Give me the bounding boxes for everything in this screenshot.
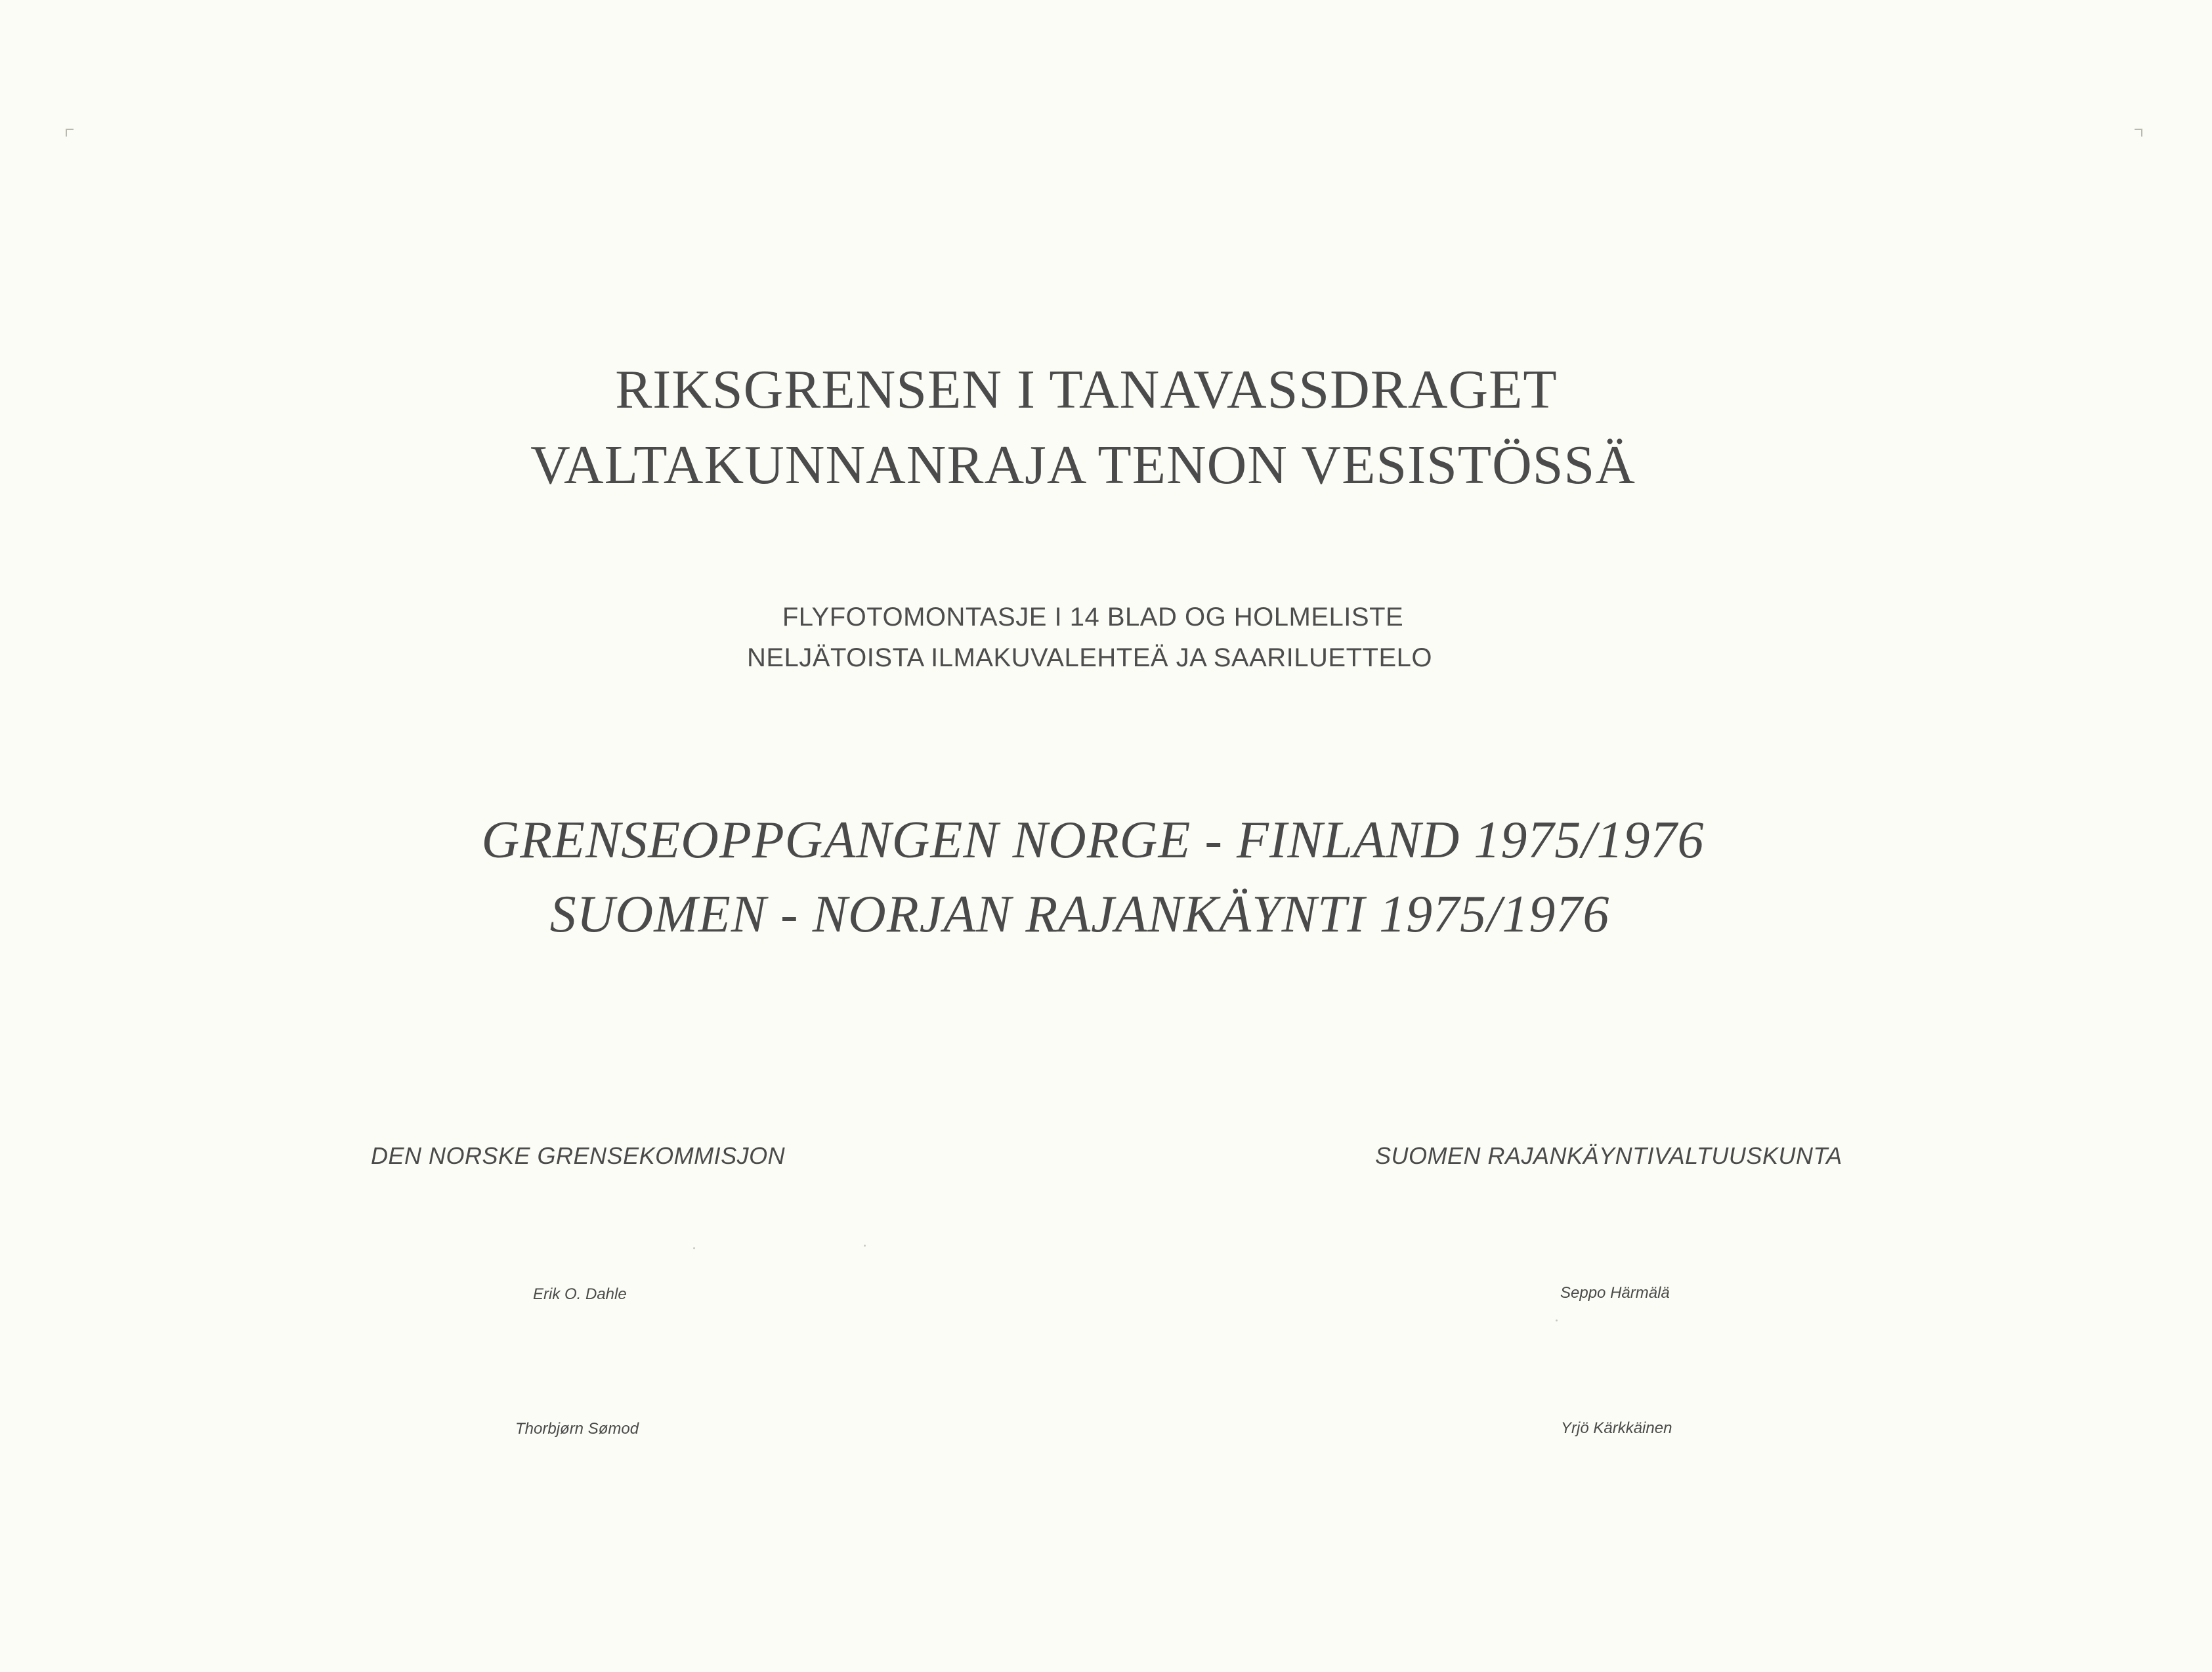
paper-speck xyxy=(693,1247,695,1249)
norwegian-signatory: Thorbjørn Sømod xyxy=(515,1420,639,1438)
heading-finnish: SUOMEN - NORJAN RAJANKÄYNTI 1975/1976 xyxy=(549,886,1610,943)
heading-norwegian: GRENSEOPPGANGEN NORGE - FINLAND 1975/1976 xyxy=(481,811,1705,869)
crop-mark-top-left xyxy=(66,129,74,137)
norwegian-commission-name: DEN NORSKE GRENSEKOMMISJON xyxy=(371,1142,786,1169)
finnish-signatory: Seppo Härmälä xyxy=(1560,1284,1670,1302)
finnish-signatory: Yrjö Kärkkäinen xyxy=(1561,1419,1672,1437)
paper-speck xyxy=(864,1245,866,1247)
subtitle-norwegian: FLYFOTOMONTASJE I 14 BLAD OG HOLMELISTE xyxy=(782,603,1404,632)
title-norwegian: RIKSGRENSEN I TANAVASSDRAGET xyxy=(615,359,1558,420)
norwegian-signatory: Erik O. Dahle xyxy=(533,1285,627,1303)
crop-mark-top-right xyxy=(2135,129,2142,137)
paper-speck xyxy=(1556,1319,1558,1321)
finnish-commission-name: SUOMEN RAJANKÄYNTIVALTUUSKUNTA xyxy=(1375,1142,1842,1169)
title-finnish: VALTAKUNNANRAJA TENON VESISTÖSSÄ xyxy=(530,435,1636,496)
subtitle-finnish: NELJÄTOISTA ILMAKUVALEHTEÄ JA SAARILUETTELO xyxy=(746,643,1433,672)
